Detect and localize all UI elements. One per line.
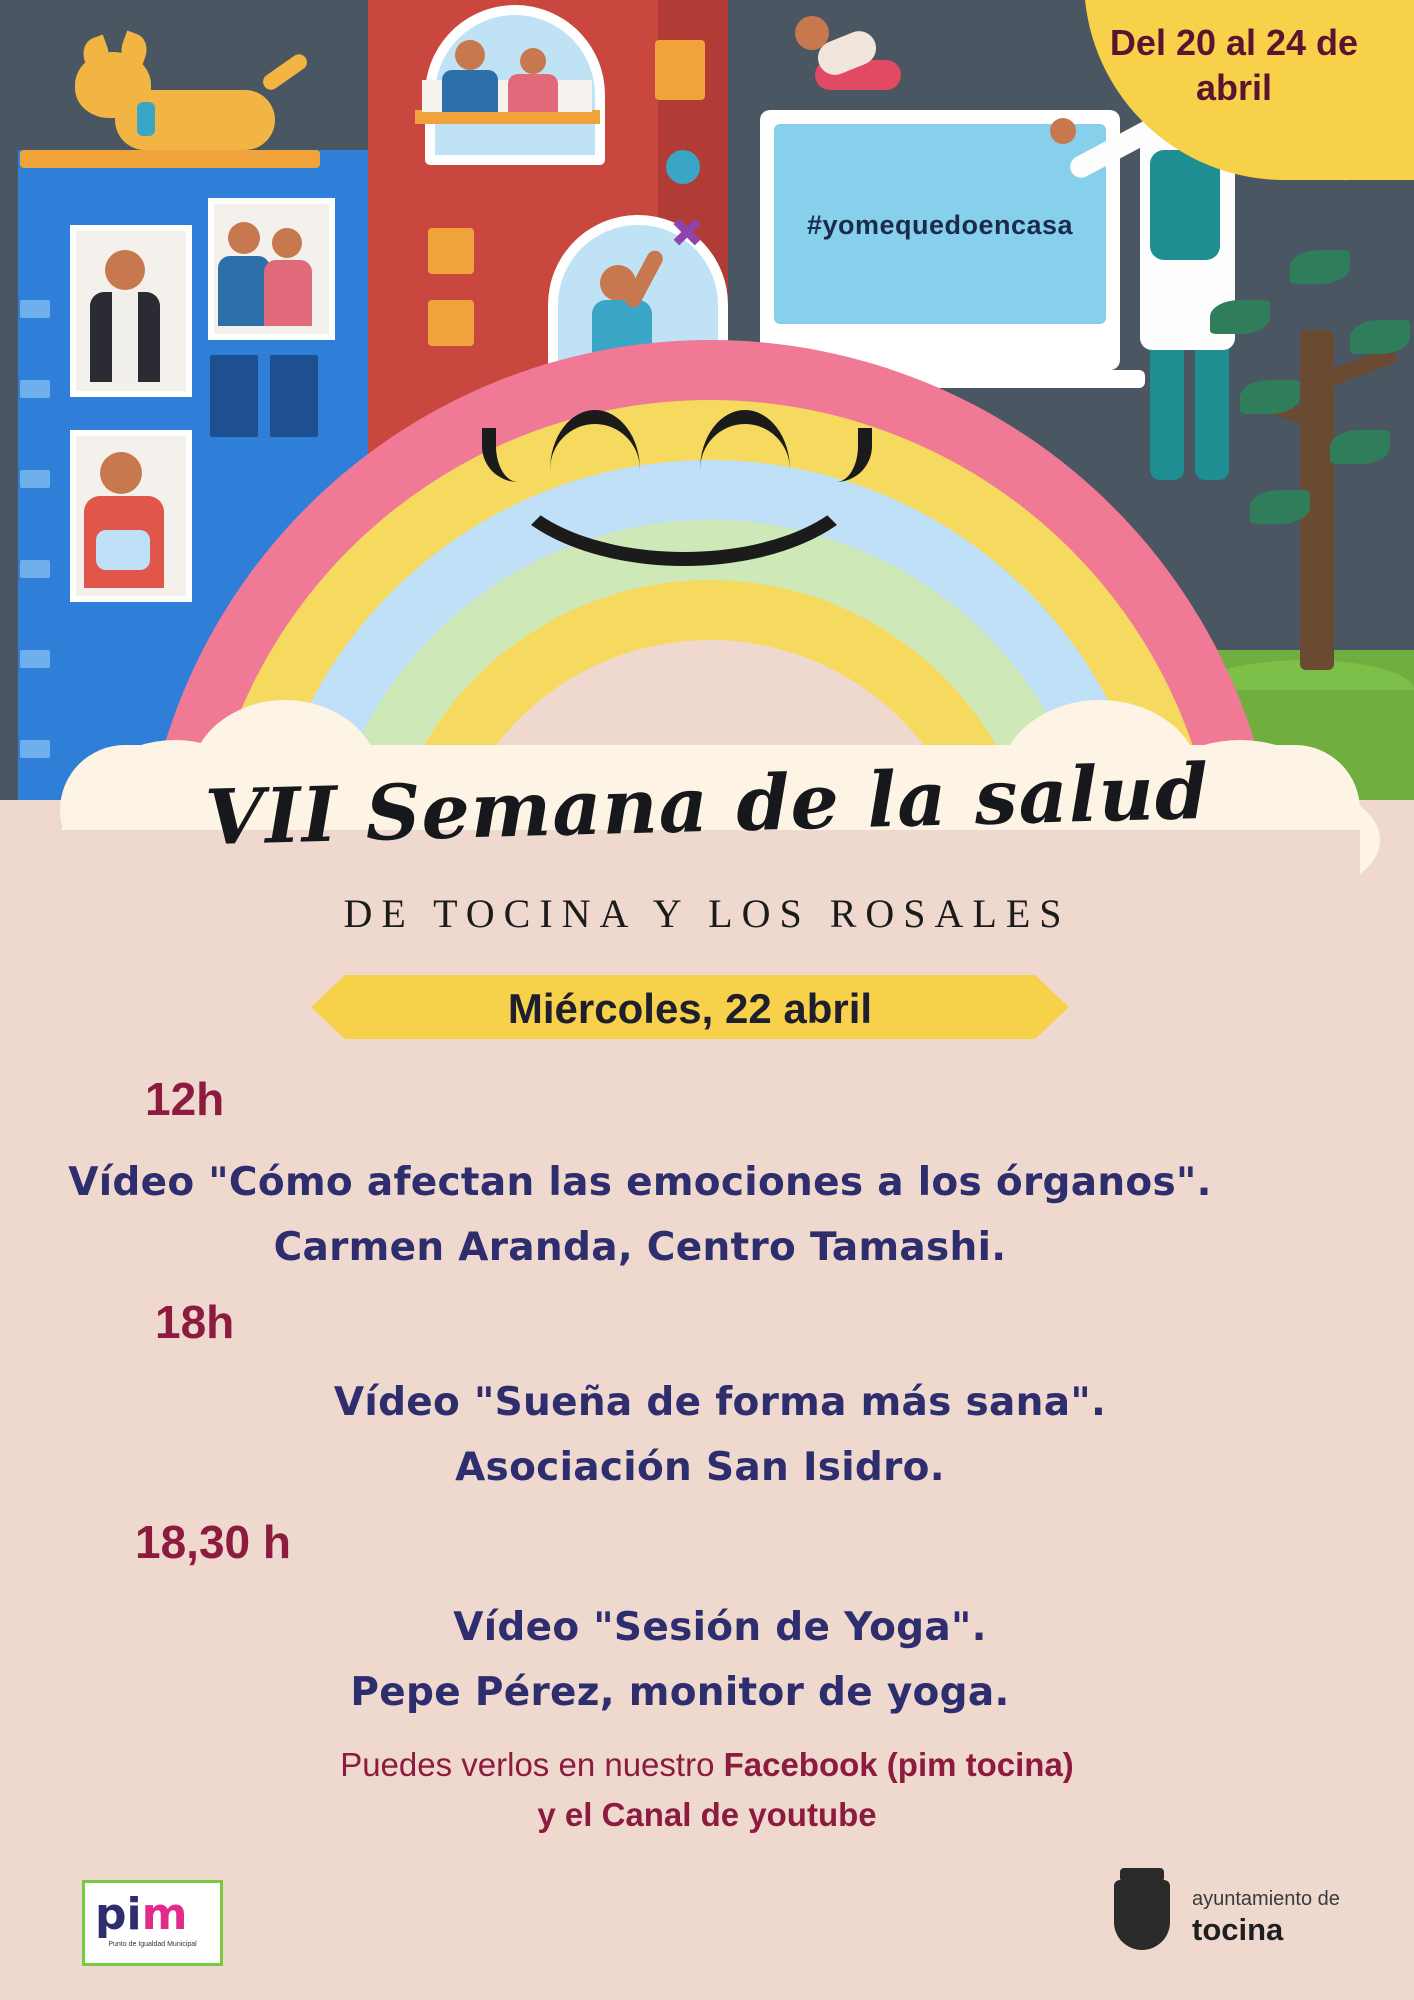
schedule-line-1b: Carmen Aranda, Centro Tamashi. xyxy=(273,1225,1007,1270)
doctor-hand xyxy=(1050,118,1076,144)
window-person-1 xyxy=(105,250,145,290)
tree-leaf-5 xyxy=(1330,430,1390,464)
tree-leaf-2 xyxy=(1290,250,1350,284)
tree-leaf-3 xyxy=(1350,320,1410,354)
dog-collar xyxy=(137,102,155,136)
facade-square-2 xyxy=(428,228,474,274)
yoga-figure-icon xyxy=(795,10,915,110)
arched-person-a-body xyxy=(442,70,498,112)
schedule-line-3a: Vídeo "Sesión de Yoga". xyxy=(453,1605,987,1650)
dog-tail xyxy=(260,51,310,93)
balcony-top xyxy=(415,110,600,124)
schedule-time-2: 18h xyxy=(155,1296,235,1348)
footer-text-plain: Puedes verlos en nuestro xyxy=(340,1746,724,1783)
window-person-2b-body xyxy=(264,260,312,326)
window-small-8 xyxy=(20,740,50,758)
doctor-scrubs xyxy=(1150,150,1220,260)
shield-icon xyxy=(1114,1880,1170,1950)
tree-leaf-1 xyxy=(1210,300,1270,334)
ayuntamiento-logo xyxy=(1114,1878,1344,1958)
smiley-mouth-tip-left xyxy=(482,428,518,482)
window-person-2a xyxy=(228,222,260,254)
schedule-line-1a: Vídeo "Cómo afectan las emociones a los órganos". xyxy=(68,1160,1212,1205)
schedule-line-2b: Asociación San Isidro. xyxy=(455,1445,945,1490)
arched-person-b-body xyxy=(508,74,558,112)
schedule-line-2a: Vídeo "Sueña de forma más sana". xyxy=(333,1380,1107,1425)
arched-person-b xyxy=(520,48,546,74)
dog-icon xyxy=(75,30,285,150)
facade-square-1 xyxy=(655,40,705,100)
schedule-line-3b: Pepe Pérez, monitor de yoga. xyxy=(350,1670,1010,1715)
pim-logo-caption: Punto de Igualdad Municipal xyxy=(108,1941,197,1948)
window-small-6 xyxy=(20,560,50,578)
window-small-3 xyxy=(20,300,50,318)
smiley-face-icon xyxy=(470,400,870,540)
day-banner xyxy=(345,975,1035,1039)
facade-dot xyxy=(666,150,700,184)
footer-youtube-link[interactable]: y el Canal de youtube xyxy=(537,1795,877,1833)
pim-logo-m: m xyxy=(141,1889,188,1940)
window-person-2b xyxy=(272,228,302,258)
window-person-2a-body xyxy=(218,256,270,326)
footer-note xyxy=(0,1740,1414,1839)
pim-logo-text xyxy=(95,1889,187,1940)
day-banner-text: Miércoles, 22 abril xyxy=(507,985,873,1032)
schedule-time-1: 12h xyxy=(145,1073,225,1125)
page-subtitle: DE TOCINA Y LOS ROSALES xyxy=(343,891,1071,936)
window-person-3 xyxy=(100,452,142,494)
pim-logo-pi: pi xyxy=(95,1889,142,1940)
hashtag-text: #yomequedoencasa xyxy=(806,210,1074,240)
footer-facebook-link[interactable]: Facebook (pim tocina) xyxy=(723,1746,1074,1783)
date-badge-text: Del 20 al 24 de abril xyxy=(1109,22,1359,108)
window-person-1-shirt xyxy=(112,292,138,382)
pim-logo xyxy=(82,1880,223,1966)
window-small-4 xyxy=(20,380,50,398)
ayuntamiento-name: tocina xyxy=(1192,1912,1284,1947)
window-small-7 xyxy=(20,650,50,668)
arched-person-a xyxy=(455,40,485,70)
yoga-figure-head xyxy=(795,16,829,50)
ayuntamiento-label: ayuntamiento de xyxy=(1192,1888,1340,1910)
yoga-mat-edge xyxy=(20,150,320,168)
window-small-5 xyxy=(20,470,50,488)
schedule-time-3: 18,30 h xyxy=(135,1516,291,1568)
page-title: VII Semana de la salud xyxy=(203,746,1211,863)
